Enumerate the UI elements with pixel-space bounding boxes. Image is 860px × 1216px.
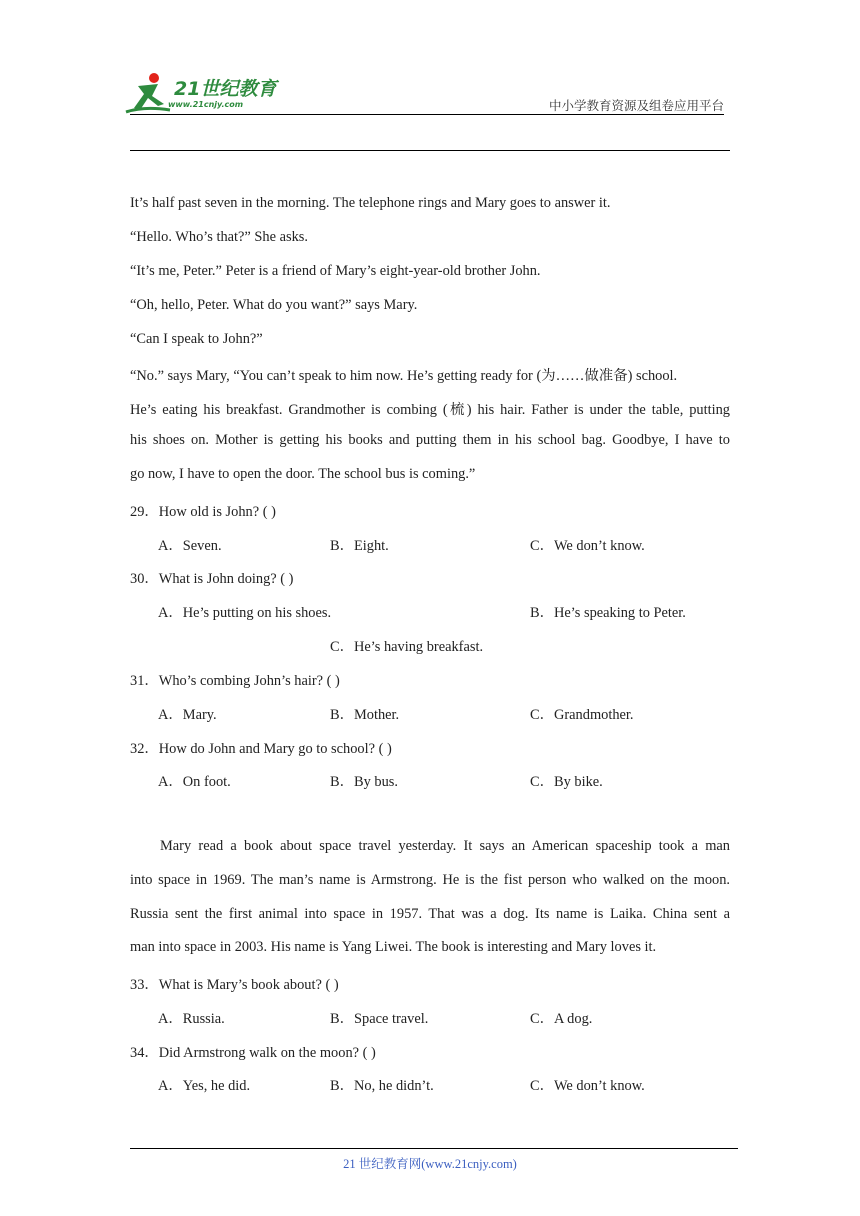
passage2-line: Russia sent the first animal into space in 1957. That was a dog. Its name is Laika. China sent a xyxy=(130,906,730,922)
question-stem: 31．Who’s combing John’s hair? ( ) xyxy=(130,673,340,689)
passage1-line: “Hello. Who’s that?” She asks. xyxy=(130,229,308,245)
option-a: A．Seven. xyxy=(158,538,222,554)
passage1-line: “Oh, hello, Peter. What do you want?” says Mary. xyxy=(130,297,418,313)
option-a: A．Mary. xyxy=(158,707,217,723)
option-a: A．Yes, he did. xyxy=(158,1078,251,1094)
passage1-line: “No.” says Mary, “You can’t speak to him now. He’s getting ready for (为……做准备) school. xyxy=(130,368,678,384)
option-c: C．We don’t know. xyxy=(530,538,645,554)
logo-url: www.21cnjy.com xyxy=(168,100,244,109)
option-a: A．He’s putting on his shoes. xyxy=(158,605,332,621)
option-b: B．Space travel. xyxy=(330,1011,429,1027)
passage1-line: “Can I speak to John?” xyxy=(130,331,263,347)
option-a: A．On foot. xyxy=(158,774,231,790)
option-b: B．By bus. xyxy=(330,774,398,790)
question-stem: 30．What is John doing? ( ) xyxy=(130,571,294,587)
option-c: C．We don’t know. xyxy=(530,1078,645,1094)
option-b: B．Mother. xyxy=(330,707,400,723)
option-b: B．He’s speaking to Peter. xyxy=(530,605,686,621)
passage1-line: “It’s me, Peter.” Peter is a friend of Mary’s eight-year-old brother John. xyxy=(130,263,541,279)
option-b: B．Eight. xyxy=(330,538,389,554)
logo-text: 21世纪教育 xyxy=(174,78,277,100)
header-rule-bottom xyxy=(130,150,730,151)
header-rule-top xyxy=(130,114,724,115)
runner-logo-icon xyxy=(124,70,176,116)
option-a: A．Russia. xyxy=(158,1011,225,1027)
question-stem: 29．How old is John? ( ) xyxy=(130,504,276,520)
option-c: C．By bike. xyxy=(530,774,603,790)
option-b: B．No, he didn’t. xyxy=(330,1078,434,1094)
question-stem: 33．What is Mary’s book about? ( ) xyxy=(130,977,339,993)
header-platform-text: 中小学教育资源及组卷应用平台 xyxy=(548,99,724,113)
footer-text: 21 世纪教育网(www.21cnjy.com) xyxy=(343,1157,517,1171)
passage1-line: He’s eating his breakfast. Grandmother is combing (梳) his hair. Father is under the table, putting xyxy=(130,402,730,418)
passage2-line: into space in 1969. The man’s name is Armstrong. He is the fist person who walked on the moon. xyxy=(130,872,730,888)
question-stem: 34．Did Armstrong walk on the moon? ( ) xyxy=(130,1045,376,1061)
site-logo xyxy=(124,70,294,116)
passage2-line: man into space in 2003. His name is Yang Liwei. The book is interesting and Mary loves it. xyxy=(130,939,657,955)
passage1-line: his shoes on. Mother is getting his books and putting them in his school bag. Goodbye, I have to xyxy=(130,432,730,448)
question-stem: 32．How do John and Mary go to school? ( ) xyxy=(130,741,392,757)
option-c: C．Grandmother. xyxy=(530,707,634,723)
option-c: C．He’s having breakfast. xyxy=(330,639,484,655)
option-c: C．A dog. xyxy=(530,1011,593,1027)
passage1-line: It’s half past seven in the morning. The telephone rings and Mary goes to answer it. xyxy=(130,195,611,211)
passage1-line: go now, I have to open the door. The school bus is coming.” xyxy=(130,466,476,482)
passage2-line: Mary read a book about space travel yesterday. It says an American spaceship took a man xyxy=(160,838,730,854)
footer-rule xyxy=(130,1148,738,1149)
